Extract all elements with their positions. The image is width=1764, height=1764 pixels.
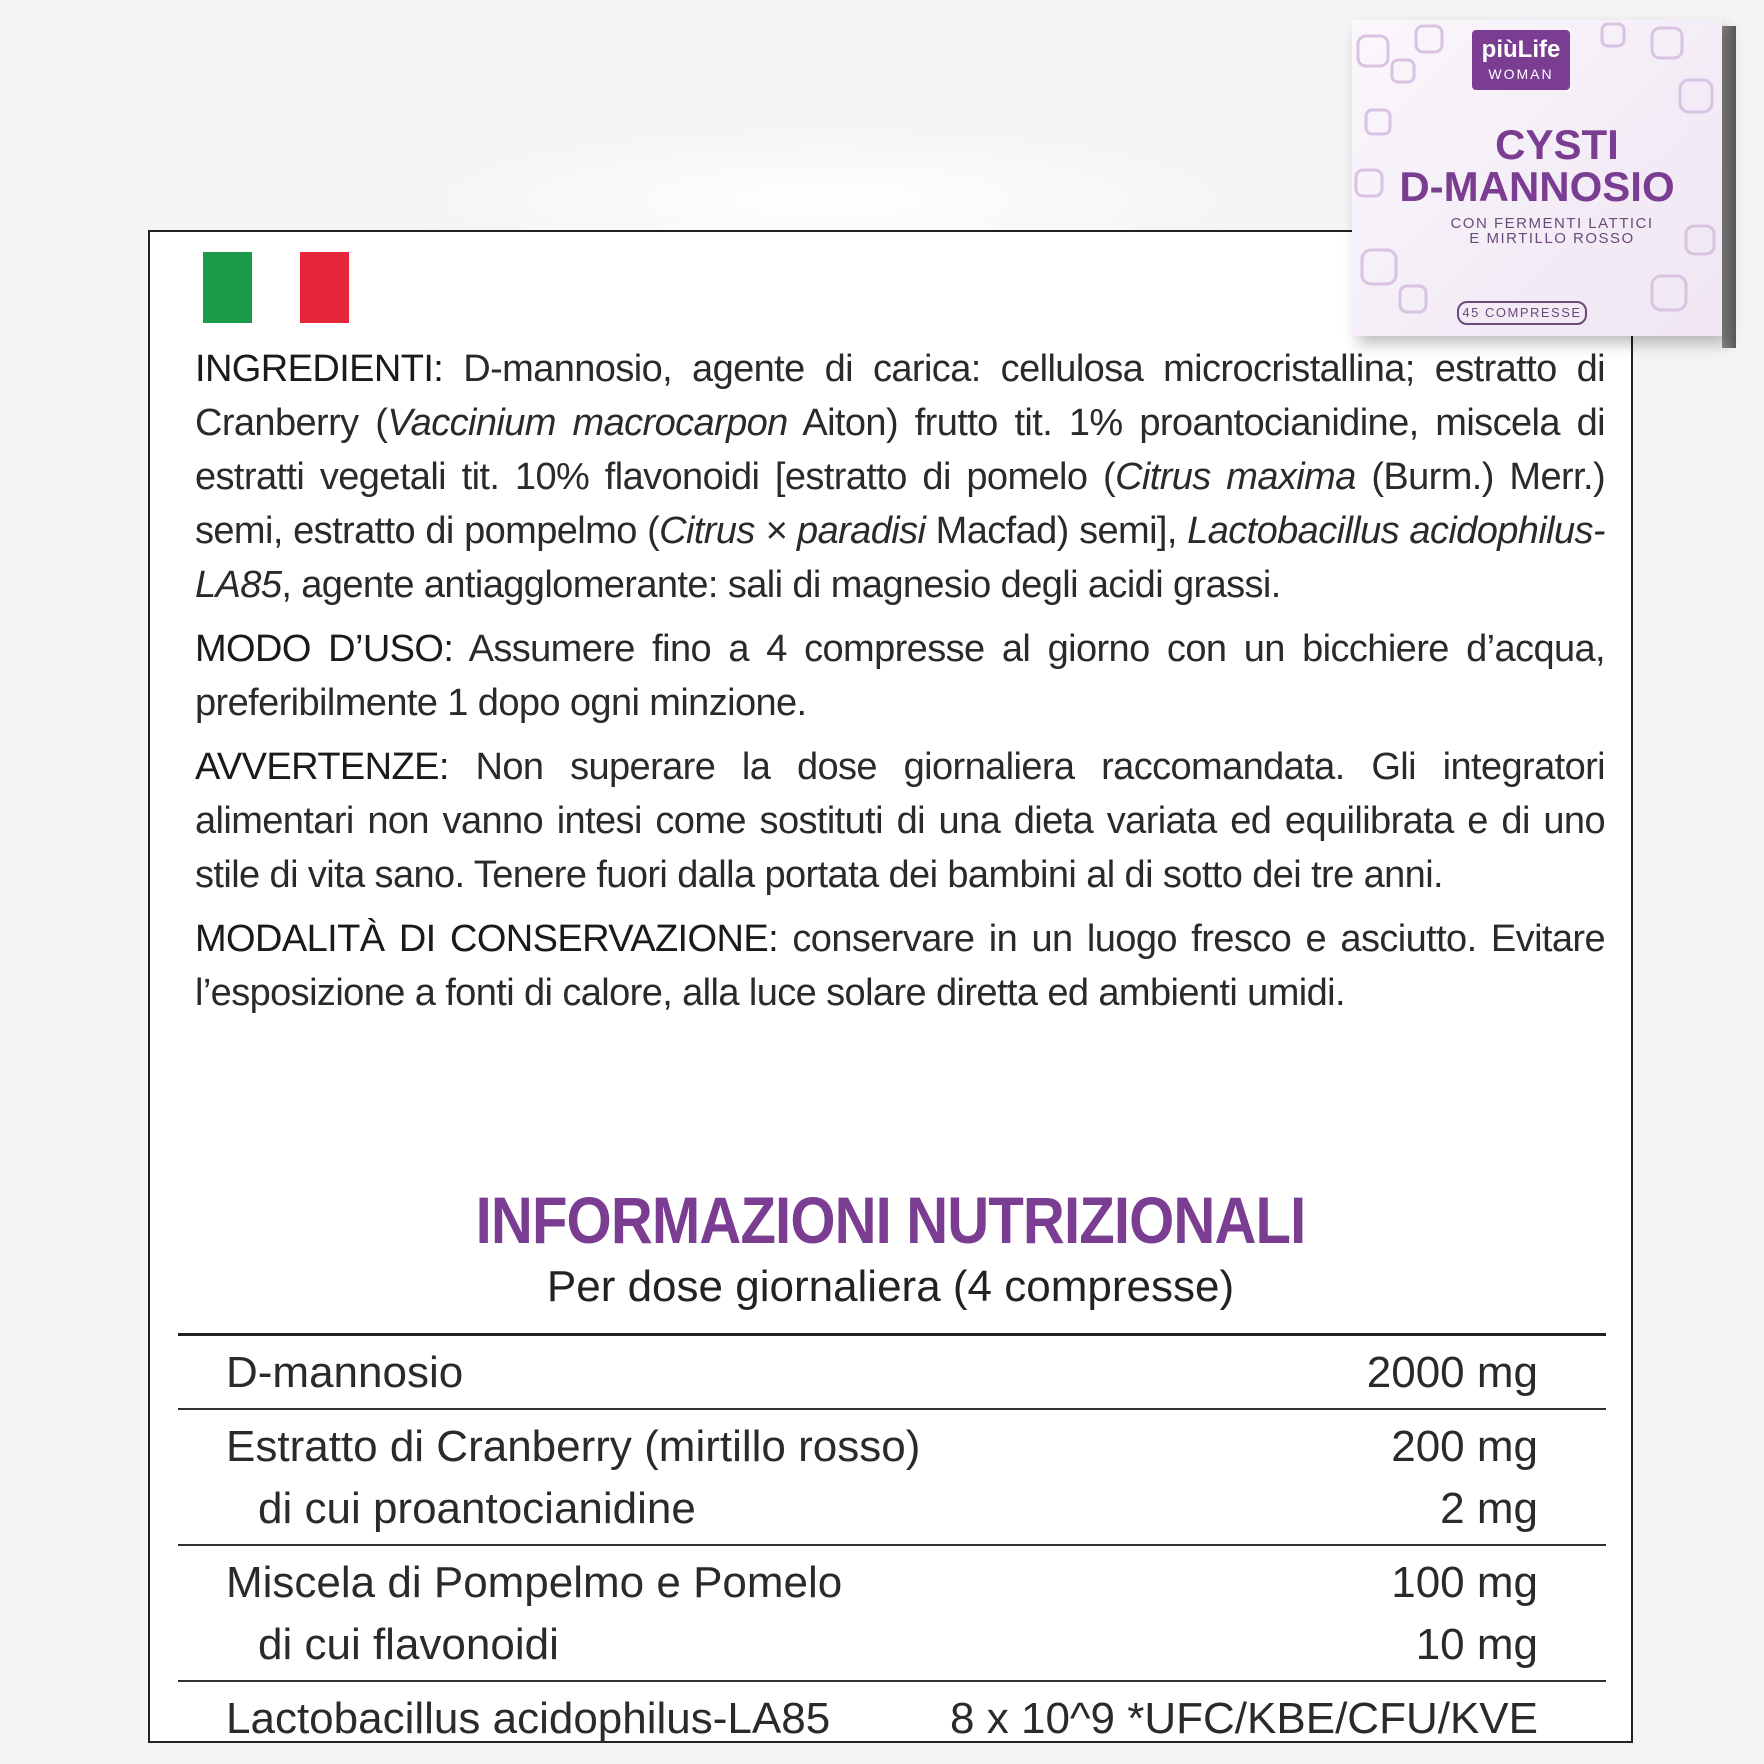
ingredients-text: Aiton) frutto tit. 1% proantocianidine, miscela di estratti vegetali tit. 10% flavonoidi [estratto di pomelo ( (195, 402, 1605, 498)
nutrition-group (178, 1408, 1606, 1544)
nutrient-value: 200 mg (1391, 1422, 1538, 1471)
usage-label: MODO D’USO: (195, 628, 454, 670)
product-name-line: D-MANNOSIO (1399, 163, 1675, 210)
nutrient-value: 8 x 10^9 *UFC/KBE/CFU/KVE (950, 1694, 1538, 1743)
table-row (178, 1478, 1606, 1540)
ingredients-species: Lactobacillus acidophilus-LA85 (195, 510, 1605, 606)
nutrient-value: 100 mg (1391, 1558, 1538, 1607)
italian-flag-icon (203, 252, 349, 323)
brand-logo (1472, 30, 1570, 90)
ingredients-species: Vaccinium macrocarpon (387, 402, 788, 444)
product-count-badge: 45 COMPRESSE (1457, 301, 1587, 325)
ingredients-text: (Burm.) Merr.) semi, estratto di pompelmo ( (195, 456, 1605, 552)
storage-text: conservare in un luogo fresco e asciutto. Evitare l’esposizione a fonti di calore, alla luce solare diretta ed ambienti umidi. (195, 918, 1605, 1014)
product-name-line: CYSTI (1495, 121, 1619, 168)
label-text (195, 342, 1605, 1030)
storage-label: MODALITÀ DI CONSERVAZIONE: (195, 918, 779, 960)
product-box-side (1722, 26, 1736, 348)
warnings-paragraph (195, 740, 1605, 902)
table-row (178, 1688, 1606, 1750)
nutrient-name: di cui proantocianidine (258, 1484, 696, 1533)
nutrient-name: di cui flavonoidi (258, 1620, 559, 1669)
product-desc-line: E MIRTILLO ROSSO (1469, 230, 1635, 247)
product-desc-line: CON FERMENTI LATTICI (1450, 215, 1654, 232)
table-row (178, 1416, 1606, 1478)
nutrition-subtitle: Per dose giornaliera (4 compresse) (546, 1262, 1235, 1311)
brand-line: WOMAN (1488, 66, 1554, 82)
nutrient-value: 2000 mg (1366, 1348, 1538, 1397)
ingredients-species: Citrus maxima (1115, 456, 1356, 498)
ingredients-species: Citrus × paradisi (659, 510, 926, 552)
table-row (178, 1614, 1606, 1676)
ingredients-label: INGREDIENTI: (195, 348, 444, 390)
nutrition-group (178, 1680, 1606, 1754)
nutrition-table (178, 1333, 1606, 1754)
product-name (1352, 121, 1722, 210)
storage-paragraph (195, 912, 1605, 1020)
product-description (1422, 216, 1682, 246)
nutrient-name: D-mannosio (226, 1348, 464, 1397)
ingredients-paragraph (195, 342, 1605, 612)
nutrition-group (178, 1333, 1606, 1408)
usage-text: Assumere fino a 4 compresse al giorno con un bicchiere d’acqua, preferibilmente 1 dopo ogni minzione. (195, 628, 1605, 724)
nutrition-title: INFORMAZIONI NUTRIZIONALI (475, 1183, 1306, 1257)
brand-name: piùLife (1481, 36, 1561, 63)
nutrition-group (178, 1544, 1606, 1680)
ingredients-text: Macfad) semi], (925, 510, 1188, 552)
table-row (178, 1342, 1606, 1404)
nutrient-name: Estratto di Cranberry (mirtillo rosso) (226, 1422, 921, 1471)
warnings-text: Non superare la dose giornaliera raccomandata. Gli integratori alimentari non vanno intesi come sostituti di una dieta variata ed equilibrata e di uno stile di vita sano. Tenere fuori dalla portata dei bambini al di sotto dei tre anni. (195, 746, 1605, 896)
table-row (178, 1552, 1606, 1614)
nutrient-name: Lactobacillus acidophilus-LA85 (226, 1694, 831, 1743)
nutrient-value: 10 mg (1415, 1620, 1538, 1669)
ingredients-text: D-mannosio, agente di carica: cellulosa microcristallina; estratto di Cranberry ( (195, 348, 1605, 444)
ingredients-text: , agente antiagglomerante: sali di magnesio degli acidi grassi. (281, 564, 1281, 606)
nutrient-value: 2 mg (1440, 1484, 1538, 1533)
usage-paragraph (195, 622, 1605, 730)
product-box-image (1352, 20, 1722, 336)
nutrient-name: Miscela di Pompelmo e Pomelo (226, 1558, 843, 1607)
warnings-label: AVVERTENZE: (195, 746, 449, 788)
